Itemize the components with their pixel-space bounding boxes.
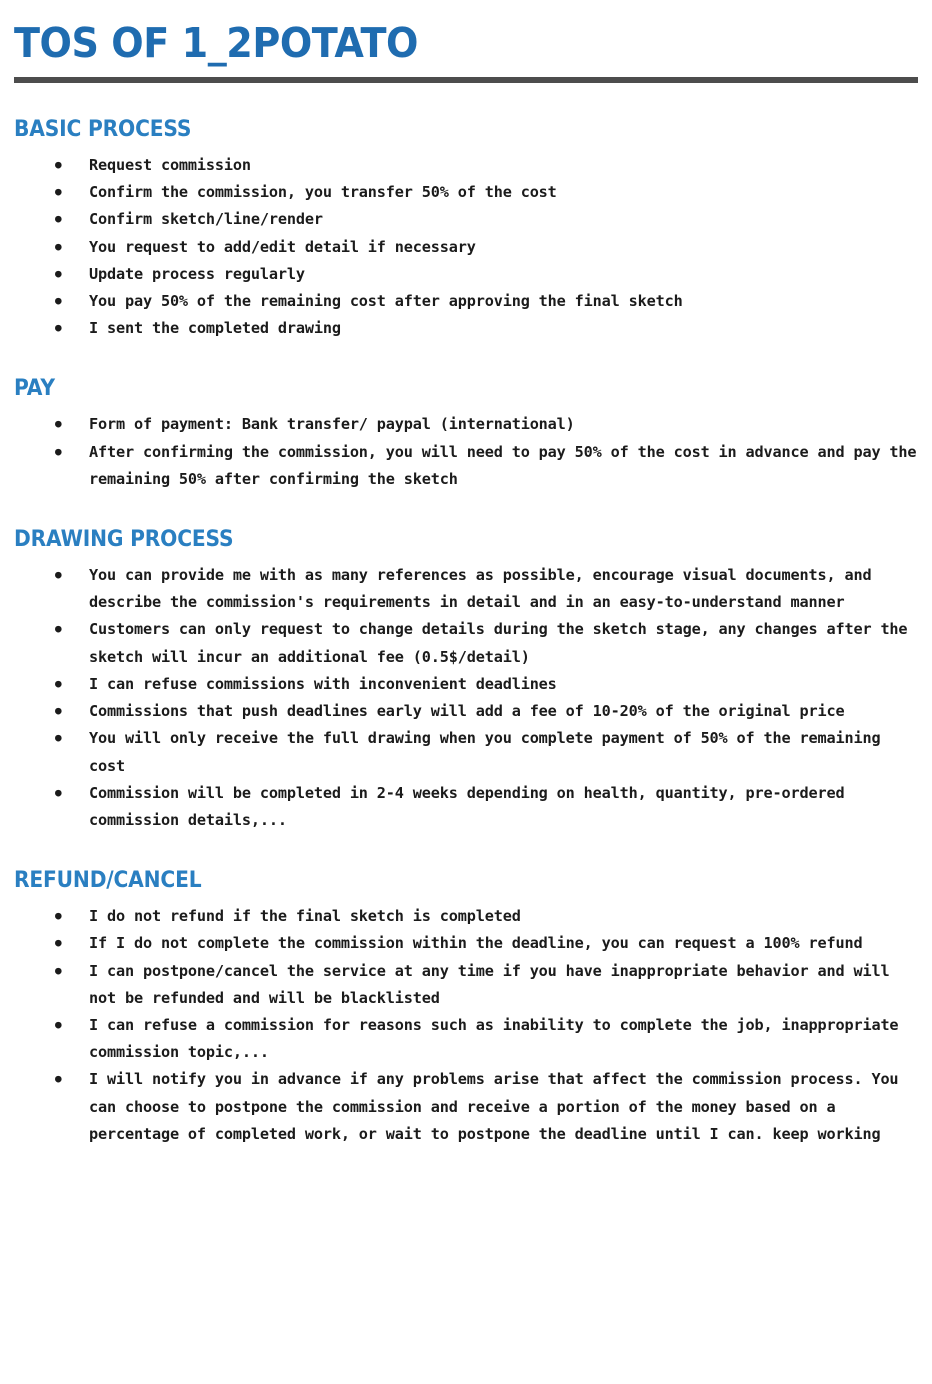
title-divider [14,77,918,83]
list-item: ● Confirm sketch/line/render [52,206,918,233]
list-item: ● I can postpone/cancel the service at any time if you have inappropriate behavior and will not be refunded and will be blacklisted [52,958,918,1012]
section-drawing-process [14,527,918,834]
list-item: ● If I do not complete the commission within the deadline, you can request a 100% refund [52,930,918,957]
bullet-list [14,152,918,342]
page-title: TOS OF 1_2POTATO [14,19,418,67]
bullet-list [14,411,918,493]
list-item: ● You request to add/edit detail if necessary [52,234,918,261]
list-item: ● I sent the completed drawing [52,315,918,342]
section-refund-cancel [14,868,918,1148]
section-basic-process [14,117,918,342]
section-pay [14,376,918,493]
list-item: ● Request commission [52,152,918,179]
list-item: ● Commissions that push deadlines early will add a fee of 10-20% of the original price [52,698,918,725]
page-bottom-spacer [14,1148,918,1166]
section-heading: DRAWING PROCESS [14,527,234,553]
list-item: ● Update process regularly [52,261,918,288]
bullet-list [14,903,918,1148]
list-item: ● Confirm the commission, you transfer 50% of the cost [52,179,918,206]
list-item: ● Commission will be completed in 2-4 weeks depending on health, quantity, pre-ordered commission details,... [52,780,918,834]
list-item: ● You will only receive the full drawing when you complete payment of 50% of the remaining cost [52,725,918,779]
list-item: ● I can refuse a commission for reasons such as inability to complete the job, inappropriate commission topic,... [52,1012,918,1066]
list-item: ● Form of payment: Bank transfer/ paypal (international) [52,411,918,438]
list-item: ● You can provide me with as many references as possible, encourage visual documents, and describe the commission's requirements in detail and in an easy-to-understand manner [52,562,918,616]
section-heading: REFUND/CANCEL [14,868,202,894]
list-item: ● Customers can only request to change details during the sketch stage, any changes after the sketch will incur an additional fee (0.5$/detail) [52,616,918,670]
list-item: ● I do not refund if the final sketch is completed [52,903,918,930]
section-heading: PAY [14,376,55,402]
section-heading: BASIC PROCESS [14,117,192,143]
list-item: ● I will notify you in advance if any problems arise that affect the commission process. You can choose to postpone the commission and receive a portion of the money based on a percentage of completed work, or wait to postpone the deadline until I can. keep working [52,1066,918,1148]
list-item: ● I can refuse commissions with inconvenient deadlines [52,671,918,698]
list-item: ● You pay 50% of the remaining cost after approving the final sketch [52,288,918,315]
bullet-list [14,562,918,834]
list-item: ● After confirming the commission, you will need to pay 50% of the cost in advance and pay the remaining 50% after confirming the sketch [52,439,918,493]
